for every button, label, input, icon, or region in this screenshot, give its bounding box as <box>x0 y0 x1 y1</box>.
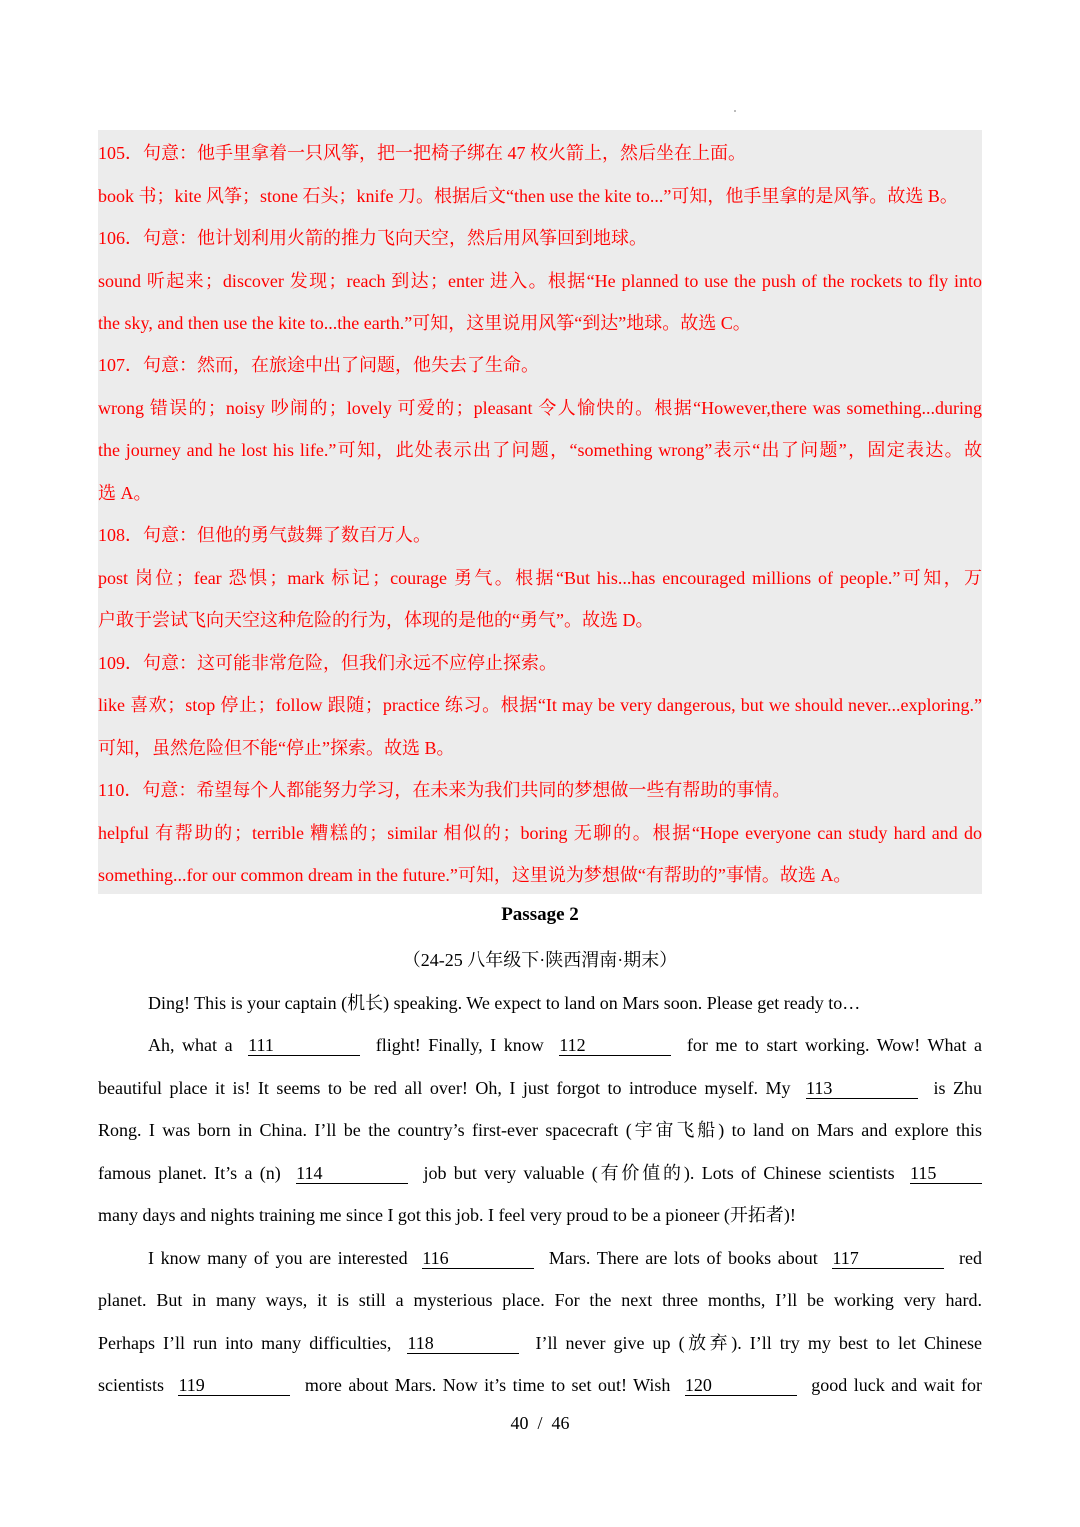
answer-110-meaning: 110．句意：希望每个人都能努力学习，在未来为我们共同的梦想做一些有帮助的事情。 <box>98 780 791 800</box>
blank-120[interactable]: 120 <box>685 1376 797 1396</box>
text-span: for me to start working. Wow! What a <box>686 1035 982 1055</box>
text-span: job but very valuable (有价值的). Lots of Chinese scientists <box>423 1163 895 1183</box>
text-span: is Zhu <box>933 1078 982 1098</box>
blank-111[interactable]: 111 <box>248 1036 360 1056</box>
text-span: flight! Finally, I know <box>375 1035 544 1055</box>
current-page: 40 <box>510 1413 529 1433</box>
text-span: red <box>959 1248 982 1268</box>
blank-115[interactable]: 115 <box>910 1164 982 1184</box>
passage-p3-line-2: planet. But in many ways, it is still a mysterious place. For the next three months, I’ll be working very hard. <box>98 1290 982 1310</box>
blank-119[interactable]: 119 <box>178 1376 290 1396</box>
text-span: good luck and wait for <box>811 1375 982 1395</box>
page-separator: / <box>537 1413 543 1433</box>
answer-110-explanation-1: helpful 有帮助的；terrible 糟糕的；similar 相似的；boring 无聊的。根据“Hope everyone can study hard and do <box>98 823 982 843</box>
answer-105-meaning: 105．句意：他手里拿着一只风筝，把一把椅子绑在 47 枚火箭上，然后坐在上面。 <box>98 143 746 163</box>
answer-107-explanation-1: wrong 错误的；noisy 吵闹的；lovely 可爱的；pleasant 令人愉快的。根据“However,there was something...during <box>98 398 982 418</box>
passage-p3-line-3 <box>98 1331 982 1355</box>
blank-113[interactable]: 113 <box>806 1079 918 1099</box>
text-span: Perhaps I’ll run into many difficulties, <box>98 1333 392 1353</box>
passage-p2-line-1 <box>148 1033 982 1057</box>
answer-108-meaning: 108．句意：但他的勇气鼓舞了数百万人。 <box>98 525 431 545</box>
text-span: I know many of you are interested <box>148 1248 408 1268</box>
text-span: Ah, what a <box>148 1035 233 1055</box>
answer-110-explanation-2: something...for our common dream in the future.”可知，这里说为梦想做“有帮助的”事情。故选 A。 <box>98 865 852 885</box>
passage-p3-line-1 <box>148 1246 982 1270</box>
answer-106-explanation-1: sound 听起来；discover 发现；reach 到达；enter 进入。根据“He planned to use the push of the rockets to fly into <box>98 271 982 291</box>
passage-p2-line-3: Rong. I was born in China. I’ll be the country’s first-ever spacecraft (宇宙飞船) to land on Mars and explore this <box>98 1120 982 1140</box>
text-span: scientists <box>98 1375 164 1395</box>
text-span: I’ll never give up (放弃). I’ll try my best to let Chinese <box>535 1333 982 1353</box>
blank-114[interactable]: 114 <box>296 1164 408 1184</box>
answer-109-meaning: 109．句意：这可能非常危险，但我们永远不应停止探索。 <box>98 653 557 673</box>
answer-105-explanation: book 书；kite 风筝；stone 石头；knife 刀。根据后文“then use the kite to...”可知，他手里拿的是风筝。故选 B。 <box>98 186 958 206</box>
answer-108-explanation-1: post 岗位；fear 恐惧；mark 标记；courage 勇气。根据“But his...has encouraged millions of people.”可知，万 <box>98 568 982 588</box>
blank-118[interactable]: 118 <box>407 1334 519 1354</box>
passage-title: Passage 2 <box>501 904 579 925</box>
passage-p2-line-2 <box>98 1076 982 1100</box>
blank-112[interactable]: 112 <box>559 1036 671 1056</box>
text-span: beautiful place it is! It seems to be red all over! Oh, I just forgot to introduce myself. My <box>98 1078 791 1098</box>
answer-106-explanation-2: the sky, and then use the kite to...the earth.”可知，这里说用风筝“到达”地球。故选 C。 <box>98 313 751 333</box>
answer-109-explanation-2: 可知，虽然危险但不能“停止”探索。故选 B。 <box>98 738 455 758</box>
answer-107-meaning: 107．句意：然而，在旅途中出了问题，他失去了生命。 <box>98 355 539 375</box>
answer-107-explanation-3: 选 A。 <box>98 483 152 503</box>
passage-p2-line-5: many days and nights training me since I got this job. I feel very proud to be a pioneer (开拓者)! <box>98 1205 796 1225</box>
text-span: more about Mars. Now it’s time to set out! Wish <box>304 1375 671 1395</box>
text-span: Mars. There are lots of books about <box>548 1248 818 1268</box>
answer-106-meaning: 106．句意：他计划利用火箭的推力飞向天空，然后用风筝回到地球。 <box>98 228 647 248</box>
passage-p3-line-4 <box>98 1373 982 1397</box>
answer-107-explanation-2: the journey and he lost his life.”可知，此处表示出了问题，“something wrong”表示“出了问题”，固定表达。故 <box>98 440 982 460</box>
blank-117[interactable]: 117 <box>832 1249 944 1269</box>
passage-p2-line-4 <box>98 1161 982 1185</box>
text-span: famous planet. It’s a (n) <box>98 1163 281 1183</box>
passage-paragraph-1: Ding! This is your captain (机长) speaking. We expect to land on Mars soon. Please get ready to… <box>148 993 861 1013</box>
stray-mark <box>734 110 736 112</box>
total-pages: 46 <box>551 1413 570 1433</box>
blank-116[interactable]: 116 <box>422 1249 534 1269</box>
answer-108-explanation-2: 户敢于尝试飞向天空这种危险的行为，体现的是他的“勇气”。故选 D。 <box>98 610 654 630</box>
answer-109-explanation-1: like 喜欢；stop 停止；follow 跟随；practice 练习。根据“It may be very dangerous, but we should never...exploring.” <box>98 695 982 715</box>
passage-source: （24-25 八年级下·陕西渭南·期末） <box>402 950 678 970</box>
page-number <box>0 1413 1080 1434</box>
